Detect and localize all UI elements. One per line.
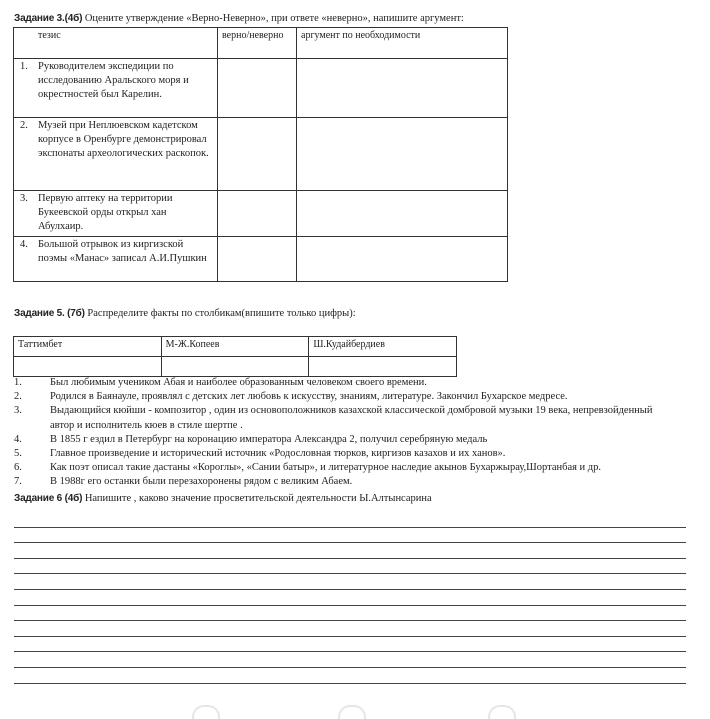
header-argument: аргумент по необходимости (297, 28, 508, 59)
answer-line[interactable] (14, 621, 686, 637)
task3-header-row (14, 28, 508, 59)
fact-text: Главное произведение и исторический источник «Родословная тюрков, киргизов казахов и их ханов». (50, 447, 506, 459)
list-item (14, 447, 654, 461)
fact-text: Был любимым учеником Абая и наиболее образованным человеком своего времени. (50, 377, 427, 388)
task5-heading (14, 307, 356, 321)
answer-line[interactable] (14, 543, 686, 559)
true-false-answer-cell[interactable] (218, 191, 297, 237)
row-number: 1. (20, 61, 28, 72)
list-item (14, 461, 654, 475)
true-false-answer-cell[interactable] (218, 59, 297, 118)
table-row (14, 191, 508, 237)
fact-number: 4. (14, 433, 22, 445)
fact-number: 3. (14, 405, 22, 417)
task3-label: Задание 3.(4б) (14, 13, 83, 24)
header-kopeev: М-Ж.Копеев (161, 337, 309, 357)
faded-edge-mark (488, 705, 516, 719)
row-number: 4. (20, 238, 28, 250)
answer-line[interactable] (14, 652, 686, 668)
argument-answer-cell[interactable] (297, 191, 508, 237)
task5-instruction: Распределите факты по столбикам(впишите только цифры): (84, 308, 356, 319)
task5-table (13, 336, 457, 377)
thesis-cell (14, 59, 218, 118)
fact-number: 7. (14, 476, 22, 488)
answer-line[interactable] (14, 668, 686, 684)
fact-number: 2. (14, 391, 22, 403)
faded-edge-mark (338, 705, 366, 719)
answer-line[interactable] (14, 606, 686, 622)
row-text: Первую аптеку на территории Букеевской орды открыл хан Абулхаир. (38, 193, 173, 233)
thesis-cell (14, 118, 218, 191)
task6-label: Задание 6 (4б) (14, 493, 83, 504)
table-row (14, 118, 508, 191)
list-item (14, 475, 654, 489)
task5-header-row (14, 337, 457, 357)
thesis-cell (14, 236, 218, 281)
answer-line[interactable] (14, 574, 686, 590)
task3-table (13, 27, 508, 282)
task3-heading (14, 12, 464, 26)
fact-text: Как поэт описал такие дастаны «Короглы», «Сании батыр», и литературное наследие акынов Бухаржырау,Шортанбая и др. (50, 462, 602, 474)
answer-lines[interactable] (14, 512, 686, 684)
row-text: Руководителем экспедиции по исследованию Аральского моря и окрестностей был Карелин. (38, 61, 189, 101)
faded-edge-mark (192, 705, 220, 719)
task6-heading (14, 492, 432, 506)
argument-answer-cell[interactable] (297, 59, 508, 118)
fact-number: 1. (14, 377, 22, 388)
table-row (14, 59, 508, 118)
header-tattimbet: Таттимбет (14, 337, 162, 357)
header-true-false: верно/неверно (218, 28, 297, 59)
fact-number: 6. (14, 462, 22, 474)
kudaiberdiev-answer-cell[interactable] (309, 357, 457, 377)
tattimbet-answer-cell[interactable] (14, 357, 162, 377)
true-false-answer-cell[interactable] (218, 118, 297, 191)
table-row (14, 236, 508, 281)
row-text: Музей при Неплюевском кадетском корпусе в Оренбурге демонстрировал экспонаты археологических раскопок. (38, 120, 209, 160)
fact-number: 5. (14, 447, 22, 459)
fact-text: В 1988г его останки были перезахоронены рядом с великим Абаем. (50, 476, 353, 488)
answer-line[interactable] (14, 637, 686, 653)
list-item (14, 433, 654, 447)
list-item (14, 390, 654, 404)
true-false-answer-cell[interactable] (218, 236, 297, 281)
header-thesis: тезис (14, 28, 218, 59)
row-text: Большой отрывок из киргизской поэмы «Манас» записал А.И.Пушкин (38, 238, 207, 264)
argument-answer-cell[interactable] (297, 236, 508, 281)
facts-list (14, 376, 654, 489)
list-item (14, 376, 654, 390)
row-number: 3. (20, 193, 28, 204)
task3-instruction: Оцените утверждение «Верно-Неверно», при ответе «неверно», напишите аргумент: (82, 13, 464, 24)
fact-text: В 1855 г ездил в Петербург на коронацию императора Александра 2, получил серебряную медаль (50, 433, 488, 445)
list-item (14, 404, 654, 432)
answer-line[interactable] (14, 559, 686, 575)
argument-answer-cell[interactable] (297, 118, 508, 191)
answer-line[interactable] (14, 590, 686, 606)
task5-answer-row (14, 357, 457, 377)
fact-text: Выдающийся кюйши - композитор , один из основоположников казахской классической домбровой музыки 19 века, непревзойденный автор и исполнитель кюев в стиле шертпе . (50, 405, 653, 431)
fact-text: Родился в Баянауле, проявлял с детских лет любовь к искусству, знаниям, литературе. Закончил Бухарское медресе. (50, 391, 568, 403)
row-number: 2. (20, 120, 28, 131)
task5-label: Задание 5. (7б) (14, 308, 85, 319)
thesis-cell (14, 191, 218, 237)
header-kudaiberdiev: Ш.Кудайбердиев (309, 337, 457, 357)
kopeev-answer-cell[interactable] (161, 357, 309, 377)
answer-line[interactable] (14, 528, 686, 544)
answer-line[interactable] (14, 512, 686, 528)
task6-instruction: Напишите , каково значение просветительской деятельности Ы.Алтынсарина (82, 493, 432, 504)
